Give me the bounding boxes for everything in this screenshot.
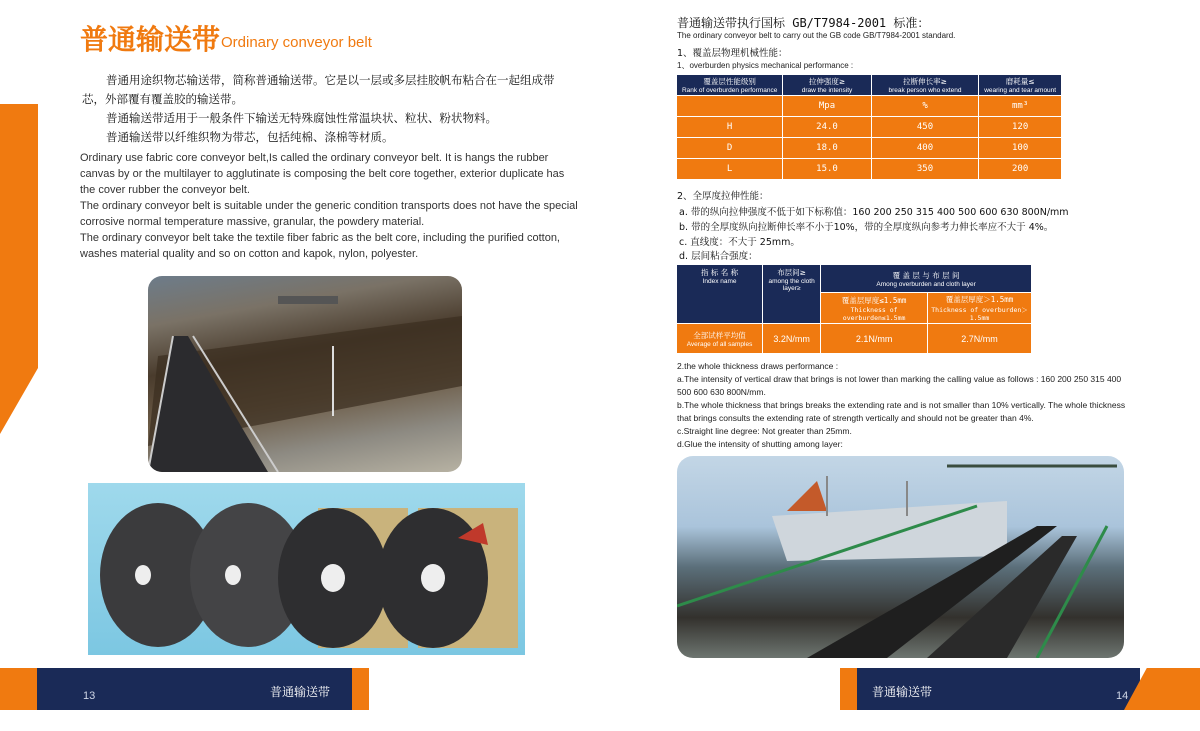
t2-header-en: Among overburden and cloth layer bbox=[876, 280, 976, 288]
mine-conveyor-photo bbox=[148, 276, 462, 472]
section2-en-d: d.Glue the intensity of shutting among layer: bbox=[677, 439, 843, 449]
para-zh-1: 普通用途织物芯输送带，简称普通输送带。它是以一层或多层挂胶帆布粘合在一起组成带 bbox=[106, 73, 555, 87]
section2-en-a2: 500 600 630 800N/mm. bbox=[677, 387, 766, 397]
t1-unit bbox=[677, 96, 783, 117]
left-orange-accent bbox=[0, 104, 38, 434]
right-footer-start bbox=[840, 668, 857, 710]
para-zh-2: 普通输送带适用于一般条件下输送无特殊腐蚀性常温块状、粒状、粉状物料。 bbox=[106, 111, 497, 125]
t1-header-en: Rank of overburden performance bbox=[681, 87, 778, 94]
section1-title: 1、覆盖层物理机械性能： bbox=[677, 48, 788, 59]
section2-en-b1: b.The whole thickness that brings breaks the extending rate and is not smaller than 10% vertically. The whole thickness bbox=[677, 400, 1126, 410]
para-zh-1b: 芯，外部覆有覆盖胶的输送带。 bbox=[82, 92, 243, 106]
t1-cell: 450 bbox=[871, 117, 979, 138]
page-title-zh: 普通输送带 bbox=[80, 23, 221, 56]
para-en-7: washes material quality and so on cotton and kapok, nylon, polyester. bbox=[80, 248, 419, 260]
t2-header-zh: 指 标 名 称 bbox=[700, 268, 739, 277]
section2-line-d: d. 层间粘合强度： bbox=[679, 251, 758, 262]
page-title-en: Ordinary conveyor belt bbox=[221, 34, 372, 51]
section2-en-b2: that brings consults the extending rate of strength vertically and should not be greater than 4%. bbox=[677, 413, 1034, 423]
para-en-6: The ordinary conveyor belt take the textile fiber fabric as the belt core, including the purified cotton, bbox=[80, 232, 560, 244]
t1-cell: 350 bbox=[871, 159, 979, 180]
t1-cell: D bbox=[677, 138, 783, 159]
t2-subheader-zh: 覆盖层厚度＞1.5mm bbox=[945, 295, 1014, 304]
conveyor-belt-rolls-photo bbox=[88, 483, 525, 655]
t1-unit: mm³ bbox=[979, 96, 1062, 117]
left-footer-end bbox=[352, 668, 369, 710]
t2-row-label-en: Average of all samples bbox=[686, 340, 753, 348]
t2-cell: 2.1N/mm bbox=[821, 324, 928, 354]
t1-header-zh: 拉伸强度≥ bbox=[808, 77, 846, 86]
t2-row-label-zh: 全部试样平均值 bbox=[693, 330, 746, 340]
t2-cell: 2.7N/mm bbox=[928, 324, 1032, 354]
section1-title-en: 1、overburden physics mechanical performance : bbox=[677, 61, 854, 70]
para-en-1: Ordinary use fabric core conveyor belt,Is called the ordinary conveyor belt. It is hangs the rubber bbox=[80, 152, 549, 164]
standard-title: 普通输送带执行国标 GB/T7984-2001 标准： bbox=[677, 16, 930, 30]
para-zh-3: 普通输送带以纤维织物为带芯，包括纯棉、涤棉等材质。 bbox=[106, 130, 394, 144]
adhesion-table bbox=[676, 264, 1032, 354]
t2-subheader-en: Thickness of overburden≤1.5mm bbox=[842, 305, 906, 322]
section2-line-a: a. 带的纵向拉伸强度不低于如下标称值：160 200 250 315 400 500 600 630 800N/mm bbox=[679, 207, 1069, 218]
overburden-table bbox=[676, 74, 1062, 180]
section2-en-a1: a.The intensity of vertical draw that brings is not lower than marking the calling value as follows : 160 200 250 315 400 bbox=[677, 374, 1122, 384]
page-number-left: 13 bbox=[83, 690, 96, 702]
port-conveyor-photo bbox=[677, 456, 1124, 658]
t1-cell: L bbox=[677, 159, 783, 180]
para-en-4: The ordinary conveyor belt is suitable under the generic condition transports does not have the special bbox=[80, 200, 578, 212]
para-en-3: the cover rubber the conveyor belt. bbox=[80, 184, 250, 196]
t2-header-zh: 覆 盖 层 与 布 层 间 bbox=[892, 270, 960, 280]
t2-cell: 3.2N/mm bbox=[763, 324, 821, 354]
t1-cell: 15.0 bbox=[783, 159, 871, 180]
t2-header-en: Index name bbox=[702, 278, 737, 285]
t1-cell: 400 bbox=[871, 138, 979, 159]
footer-title-left: 普通输送带 bbox=[270, 685, 331, 699]
footer-title-right: 普通输送带 bbox=[872, 685, 933, 699]
t1-header-zh: 拉断伸长率≥ bbox=[903, 77, 947, 86]
section2-en-title: 2.the whole thickness draws performance : bbox=[677, 361, 839, 371]
left-footer-accent bbox=[0, 668, 37, 710]
t2-subheader-en: Thickness of overburden＞1.5mm bbox=[931, 306, 1028, 322]
para-en-2: canvas by or the multilayer to agglutinate is composing the belt core together, exterior duplicate has bbox=[80, 168, 565, 180]
t2-header-en: among the cloth layer≥ bbox=[768, 278, 815, 292]
t1-header-zh: 覆盖层性能级别 bbox=[703, 77, 756, 86]
t1-header-en: draw the intensity bbox=[801, 87, 853, 94]
section2-line-b: b. 带的全厚度纵向拉断伸长率不小于10%，带的全厚度纵向参考力伸长率应不大于 4%。 bbox=[679, 222, 1054, 233]
t1-header-en: wearing and tear amount bbox=[984, 87, 1057, 94]
t2-subheader-zh: 覆盖层厚度≤1.5mm bbox=[841, 295, 907, 305]
para-en-5: corrosive normal temperature massive, granular, the powdery material. bbox=[80, 216, 425, 228]
t1-header-zh: 磨耗量≤ bbox=[1005, 77, 1035, 86]
t1-cell: 100 bbox=[979, 138, 1062, 159]
section2-title: 2、全厚度拉伸性能： bbox=[677, 191, 769, 202]
t1-cell: 18.0 bbox=[783, 138, 871, 159]
t1-unit: % bbox=[871, 96, 979, 117]
t1-cell: 200 bbox=[979, 159, 1062, 180]
section2-en-c: c.Straight line degree: Not greater than 25mm. bbox=[677, 426, 852, 436]
t1-cell: H bbox=[677, 117, 783, 138]
standard-subtitle: The ordinary conveyor belt to carry out the GB code GB/T7984-2001 standard. bbox=[677, 31, 956, 40]
t1-unit: Mpa bbox=[783, 96, 871, 117]
t1-header-en: break person who extend bbox=[888, 87, 962, 94]
t1-cell: 120 bbox=[979, 117, 1062, 138]
t2-header-zh: 布层间≥ bbox=[777, 268, 806, 277]
page-number-right: 14 bbox=[1116, 690, 1129, 702]
section2-line-c: c. 直线度：不大于 25mm。 bbox=[679, 237, 800, 248]
t1-cell: 24.0 bbox=[783, 117, 871, 138]
